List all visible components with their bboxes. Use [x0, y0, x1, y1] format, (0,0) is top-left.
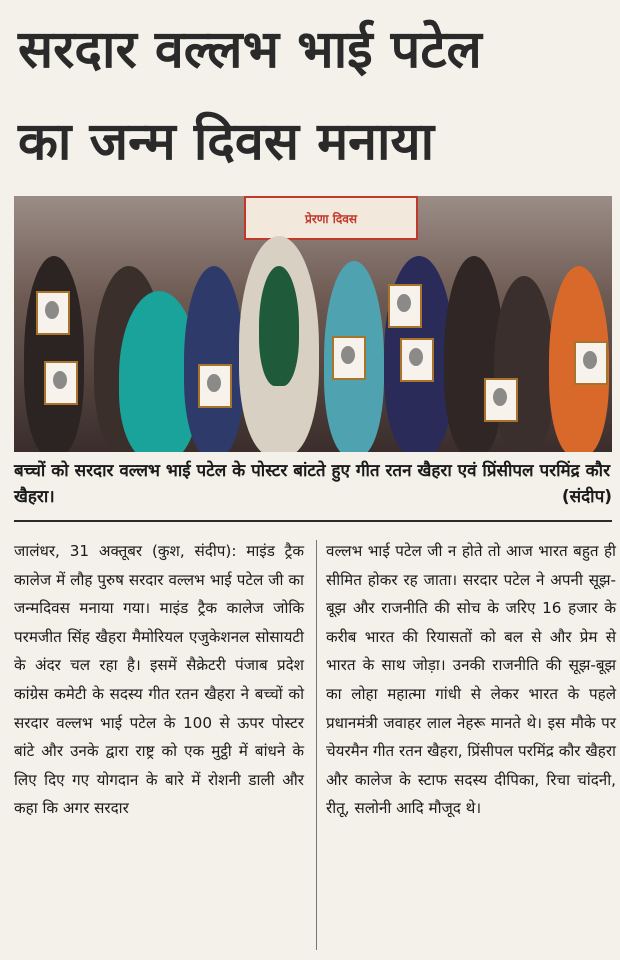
poster-image [198, 364, 232, 408]
headline-line-1: सरदार वल्लभ भाई पटेल [18, 20, 482, 80]
person-figure [259, 266, 299, 386]
poster-image [388, 284, 422, 328]
poster-image [574, 341, 608, 385]
photo-banner: प्रेरणा दिवस [244, 196, 418, 240]
photo-credit: (संदीप) [561, 487, 612, 507]
poster-image [36, 291, 70, 335]
poster-image [484, 378, 518, 422]
poster-image [400, 338, 434, 382]
headline-line-2: का जन्म दिवस मनाया [18, 112, 435, 172]
caption-rule [14, 520, 612, 522]
caption-text: बच्चों को सरदार वल्लभ भाई पटेल के पोस्टर बांटते हुए गीत रतन खैहरा एवं प्रिंसीपल परमिंद्र कौर खैहरा। [14, 461, 611, 507]
event-photo [14, 196, 612, 452]
article-column-right: वल्लभ भाई पटेल जी न होते तो आज भारत बहुत ही सीमित होकर रह जाता। सरदार पटेल ने अपनी सूझ-बूझ और राजनीति की सोच के जरिए 16 हजार के करीब भारत की रियासतों को बल से और प्रेम से भारत के साथ जोड़ा। उनकी राजनीति की सूझ-बूझ का लोहा महात्मा गांधी से लेकर भारत के पहले प्रधानमंत्री जवाहर लाल नेहरू मानते थे। इस मौके पर चेयरमैन गीत रतन खैहरा, प्रिंसीपल परमिंद्र कौर खैहरा और कालेज के स्टाफ सदस्य दीपिका, रिचा चांदनी, रीतू, सलोनी आदि मौजूद थे। [326, 542, 616, 818]
person-figure [494, 276, 554, 452]
person-figure [24, 256, 84, 452]
person-figure [184, 266, 244, 452]
poster-image [332, 336, 366, 380]
column-divider [316, 540, 317, 950]
photo-caption [14, 458, 612, 510]
article-column-left: जालंधर, 31 अक्तूबर (कुश, संदीप): माइंड ट्रैक कालेज में लौह पुरुष सरदार वल्लभ भाई पटेल जी का जन्मदिवस मनाया गया। माइंड ट्रैक कालेज जोकि परमजीत सिंह खैहरा मैमोरियल एजुकेशनल सोसायटी के अंदर चल रहा है। इसमें सैक्रेटरी पंजाब प्रदेश कांग्रेस कमेटी के सदस्य गीत रतन खैहरा ने बच्चों को सरदार वल्लभ भाई पटेल के 100 से ऊपर पोस्टर बांटे और उनके द्वारा राष्ट्र को एक मुट्ठी में बांधने के लिए दिए गए योगदान के बारे में रोशनी डाली और कहा कि अगर सरदार [14, 542, 304, 818]
poster-image [44, 361, 78, 405]
